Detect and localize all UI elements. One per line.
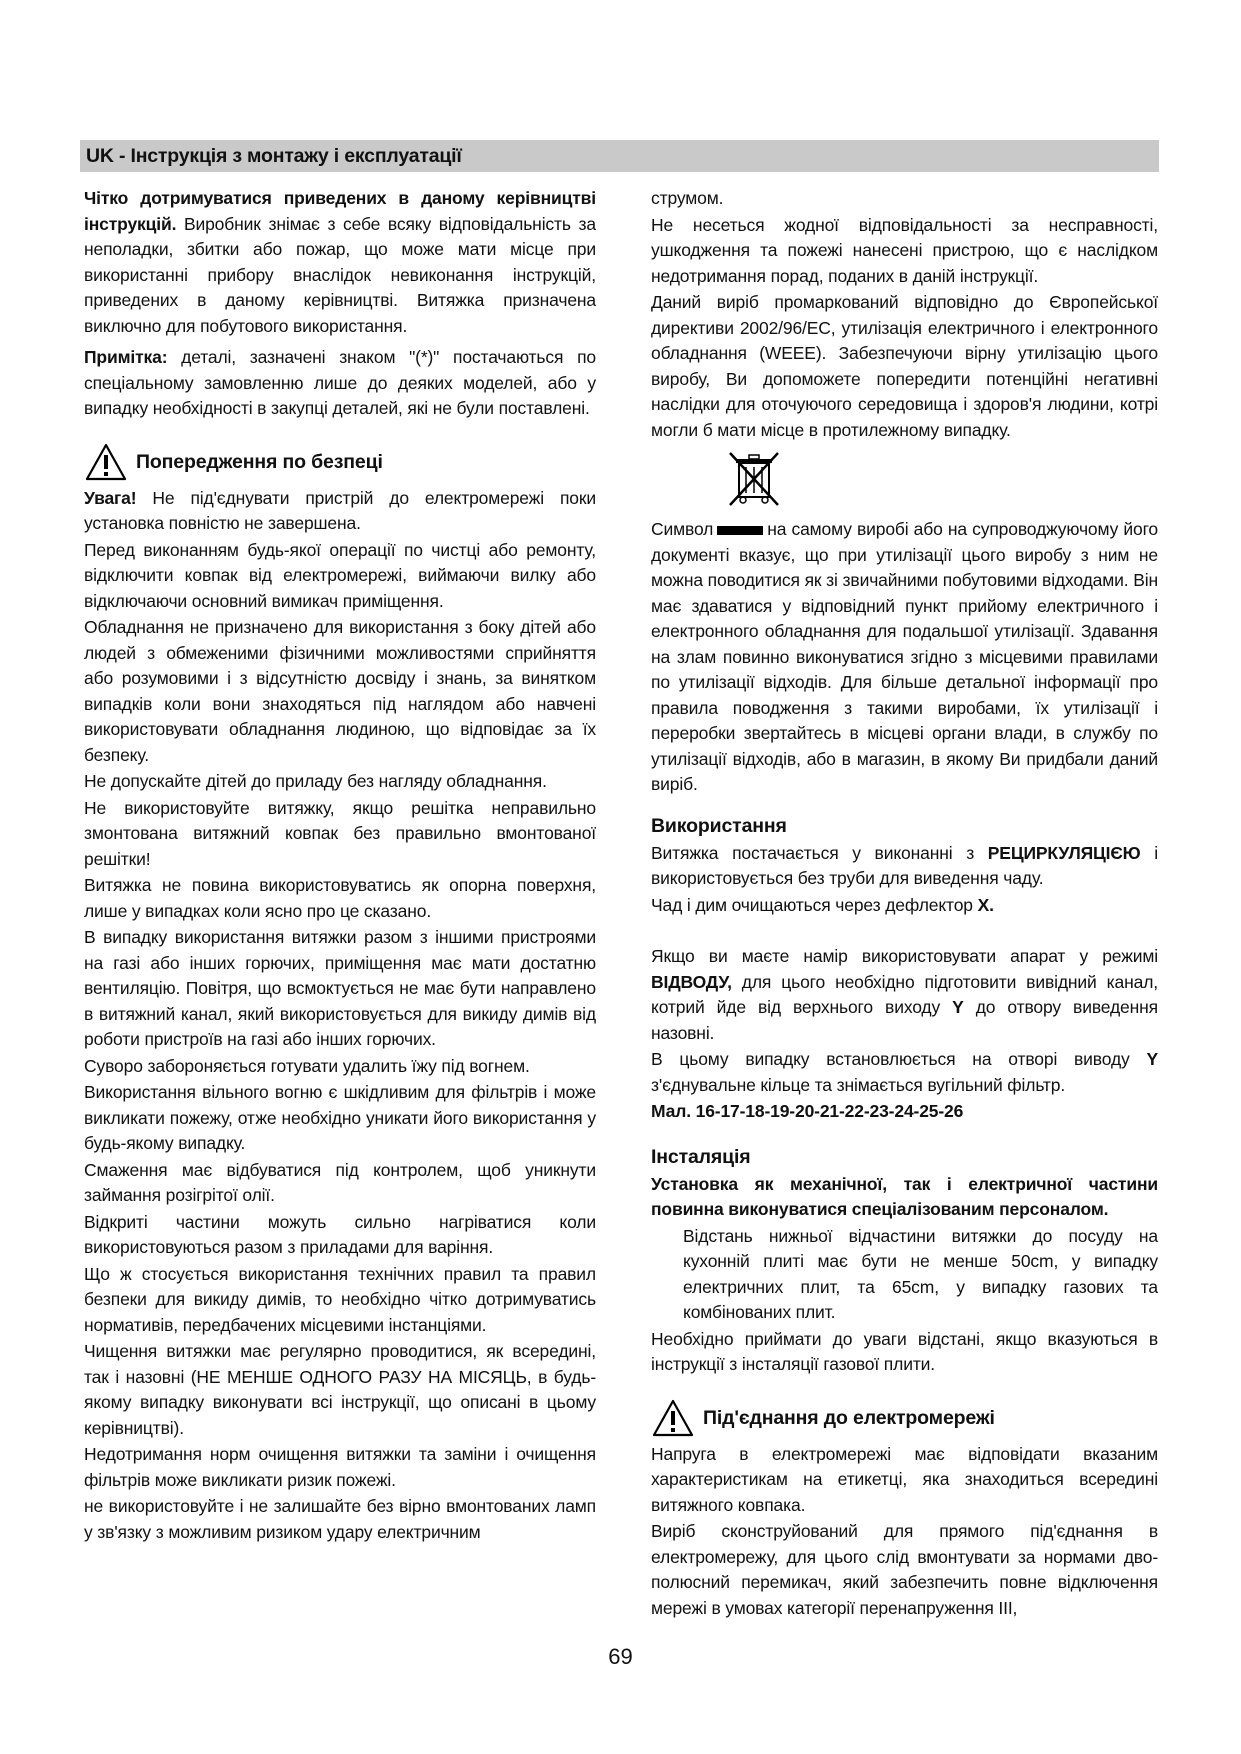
usage-text: і використовується без труби для виведення чаду. <box>651 842 1158 888</box>
figure-reference <box>651 1099 1158 1125</box>
usage-text: для цього необхідно підготовити вивідний канал, котрий йде від верхнього виходу <box>651 971 1158 1017</box>
install-note-paragraph: Необхідно приймати до уваги відстані, якщо вказуються в інструкції з інсталяції газової плити. <box>651 1328 1158 1374</box>
warning-icon <box>84 442 128 482</box>
usage-text: Витяжка постачається у виконанні з <box>651 842 988 863</box>
safety-paragraph: Використання вільного вогню є шкідливим для фільтрів і може викликати пожежу, отже необхідно уникати його використання у будь-якому випадку. <box>84 1082 596 1153</box>
caution-paragraph <box>84 486 596 537</box>
safety-paragraph: Смаження має відбуватися під контролем, щоб уникнути займання розігрітої олії. <box>84 1159 596 1205</box>
safety-paragraph: не використовуйте і не залишайте без вірно вмонтованих ламп у зв'язку з можливим ризиком удару електричним <box>84 1496 596 1542</box>
usage-paragraph-2 <box>651 893 1158 919</box>
usage-paragraph-4 <box>651 1047 1158 1098</box>
recirculation-label: РЕЦИРКУЛЯЦІЄЮ <box>987 842 1141 863</box>
left-column <box>84 186 596 1546</box>
usage-heading: Використання <box>651 814 787 837</box>
warning-icon <box>651 1398 695 1438</box>
usage-text: з'єднувальне кільце та знімається вугільний фільтр. <box>651 1074 1066 1095</box>
usage-text: до отвору виведення назовні. <box>651 997 1158 1043</box>
symbol-paragraph <box>651 517 1158 798</box>
install-bold-text: Установка як механічної, так і електричної частини повинна виконуватися спеціалізованим персоналом. <box>651 1173 1158 1219</box>
electrical-heading-row <box>651 1398 1158 1438</box>
safety-paragraph: Відкриті частини можуть сильно нагріватися коли використовуються разом з приладами для варіння. <box>84 1211 596 1257</box>
electrical-heading: Під'єднання до електромережі <box>703 1406 995 1429</box>
section-title-bar <box>80 140 1159 172</box>
note-label: Примітка: <box>84 347 168 367</box>
usage-text: Якщо ви маєте намір використовувати апарат у режимі <box>651 946 1158 966</box>
note-text: деталі, зазначені знаком "(*)" постачаються по спеціальному замовленню лише до деяких моделей, або у випадку необхідності в закупці деталей, які не були поставлені. <box>84 347 596 418</box>
intro-text: Виробник знімає з себе всяку відповідальність за неполадки, збитки або пожар, що може мати місце при використанні прибору внаслідок невиконання інструкцій, приведених в даному керівництві. Витяжка призначена виключно для побутового використання. <box>84 213 596 336</box>
weee-bin-icon <box>725 449 783 509</box>
safety-paragraph: Не використовуйте витяжку, якщо решітка неправильно змонтована витяжний ковпак без правильно вмонтованої решітки! <box>84 797 596 869</box>
safety-paragraph: Перед виконанням будь-якої операції по чистці або ремонту, відключити ковпак від електромережі, виймаючи вилку або відключаючи основний вимикач приміщення. <box>84 539 596 611</box>
safety-paragraph: Що ж стосується використання технічних правил та правил безпеки для викиду димів, то необхідно чітко дотримуватись нормативів, передбачених місцевими інстанціями. <box>84 1263 596 1335</box>
safety-paragraph: Обладнання не призначено для використання з боку дітей або людей з обмеженими фізичними можливостями сприйняття або розумовими і з відсутністю досвіду і знань, за винятком випадків коли вони знаходяться під наглядом або навчені використовувати обладнання людиною, що відповідає за їх безпеку. <box>84 617 596 765</box>
safety-paragraph: Суворо забороняється готувати удалить їжу під вогнем. <box>84 1055 530 1076</box>
usage-paragraph-1 <box>651 841 1158 892</box>
usage-text: Чад і дим очищаються через дефлектор <box>651 894 978 915</box>
symbol-label: Символ <box>651 519 714 539</box>
continued-text: струмом. <box>651 188 724 208</box>
safety-heading-row <box>84 442 596 482</box>
caution-label: Увага! <box>84 487 137 508</box>
intro-bold: Чітко дотримуватися приведених в даному керівництві інструкцій. <box>84 188 596 234</box>
safety-paragraph: В випадку використання витяжки разом з іншими пристроями на газі або інших горючих, приміщення має мати достатню вентиляцію. Повітря, що всмоктується не має бути направлено в витяжний канал, який використовується для викиду димів від роботи пристроїв на газі або інших горючих. <box>84 927 596 1049</box>
note-paragraph <box>84 345 596 422</box>
liability-paragraph: Не несеться жодної відповідальності за несправності, ушкодження та пожежі нанесені пристрою, що є наслідком недотримання порад, поданих в даній інструкції. <box>651 214 1158 286</box>
caution-text: Не під'єднувати пристрій до електромережі поки установка повністю не завершена. <box>84 487 596 533</box>
safety-paragraph: Витяжка не повина використовуватись як опорна поверхня, лише у випадках коли ясно про це сказано. <box>84 875 596 921</box>
outlet-y-label: Y <box>1146 1049 1158 1069</box>
electrical-paragraph-1: Напруга в електромережі має відповідати вказаним характеристикам на етикетці, яка знаходиться всередині витяжного ковпака. <box>651 1443 1158 1515</box>
section-title: UK - Інструкція з монтажу і експлуатації <box>86 145 462 167</box>
right-column <box>651 186 1158 1622</box>
safety-paragraph: Чищення витяжки має регулярно проводитися, як всередині, так і назовні (НЕ МЕНШЕ ОДНОГО РАЗУ НА МІСЯЦЬ, в будь-якому випадку виконувати всі інструкції, що описані в цьому керівництві). <box>84 1341 596 1438</box>
install-heading: Інсталяція <box>651 1145 751 1168</box>
usage-paragraph-3 <box>651 944 1158 1046</box>
figure-reference-text: Мал. 16-17-18-19-20-21-22-23-24-25-26 <box>651 1101 964 1121</box>
outlet-y-label: Y <box>952 997 964 1017</box>
weee-paragraph: Даний виріб промаркований відповідно до Європейської директиви 2002/96/EC, утилізація електричного і електронного обладнання (WEEE). Забезпечуючи вірну утилізацію цього виробу, Ви допоможете попередити потенційні негативні наслідки для оточуючого середовища і здоров'я людини, котрі могли б мати місце в протилежному випадку. <box>651 292 1158 440</box>
safety-paragraph: Не допускайте дітей до приладу без нагляду обладнання. <box>84 771 547 791</box>
install-bold-paragraph <box>651 1172 1158 1223</box>
safety-heading: Попередження по безпеці <box>136 450 383 473</box>
intro-paragraph <box>84 186 596 339</box>
safety-paragraph: Недотримання норм очищення витяжки та заміни і очищення фільтрів може викликати ризик пожежі. <box>84 1444 596 1490</box>
usage-text: В цьому випадку встановлюється на отворі виводу <box>651 1049 1147 1069</box>
deflector-label: X. <box>977 894 994 915</box>
symbol-text: на самому виробі або на супроводжуючому його документі вказує, що при утилізації цього виробу з ним не можна поводитися як зі звичайними побутовими відходами. Він має здаватися у відповідний пункт прийому електричного і електронного обладнання для подальшої утилізації. Здавання на злам повинно виконуватися згідно з місцевими правилами по утилізації відходів. Для більше детальної інформації про правила поводження з такими виробами, їх утилізації і переробки звертайтесь в місцеві органи влади, в службу по утилізації відходів, або в магазин, в якому Ви придбали даний виріб. <box>651 519 1158 794</box>
black-bar-symbol <box>717 526 763 535</box>
electrical-paragraph-2: Виріб сконструйований для прямого під'єднання в електромережу, для цього слід вмонтувати за нормами дво-полюсний перемикач, який забезпечить повне відключення мережі в умовах категорії перенапруження III, <box>651 1521 1158 1618</box>
install-distance-paragraph: Відстань нижньої відчастини витяжки до посуду на кухонній плиті має бути не менше 50cm, у випадку електричних плит, та 65cm, у випадку газових та комбінованих плит. <box>683 1225 1158 1322</box>
exhaust-label: ВІДВОДУ, <box>651 971 732 992</box>
page-number: 69 <box>608 1644 633 1669</box>
